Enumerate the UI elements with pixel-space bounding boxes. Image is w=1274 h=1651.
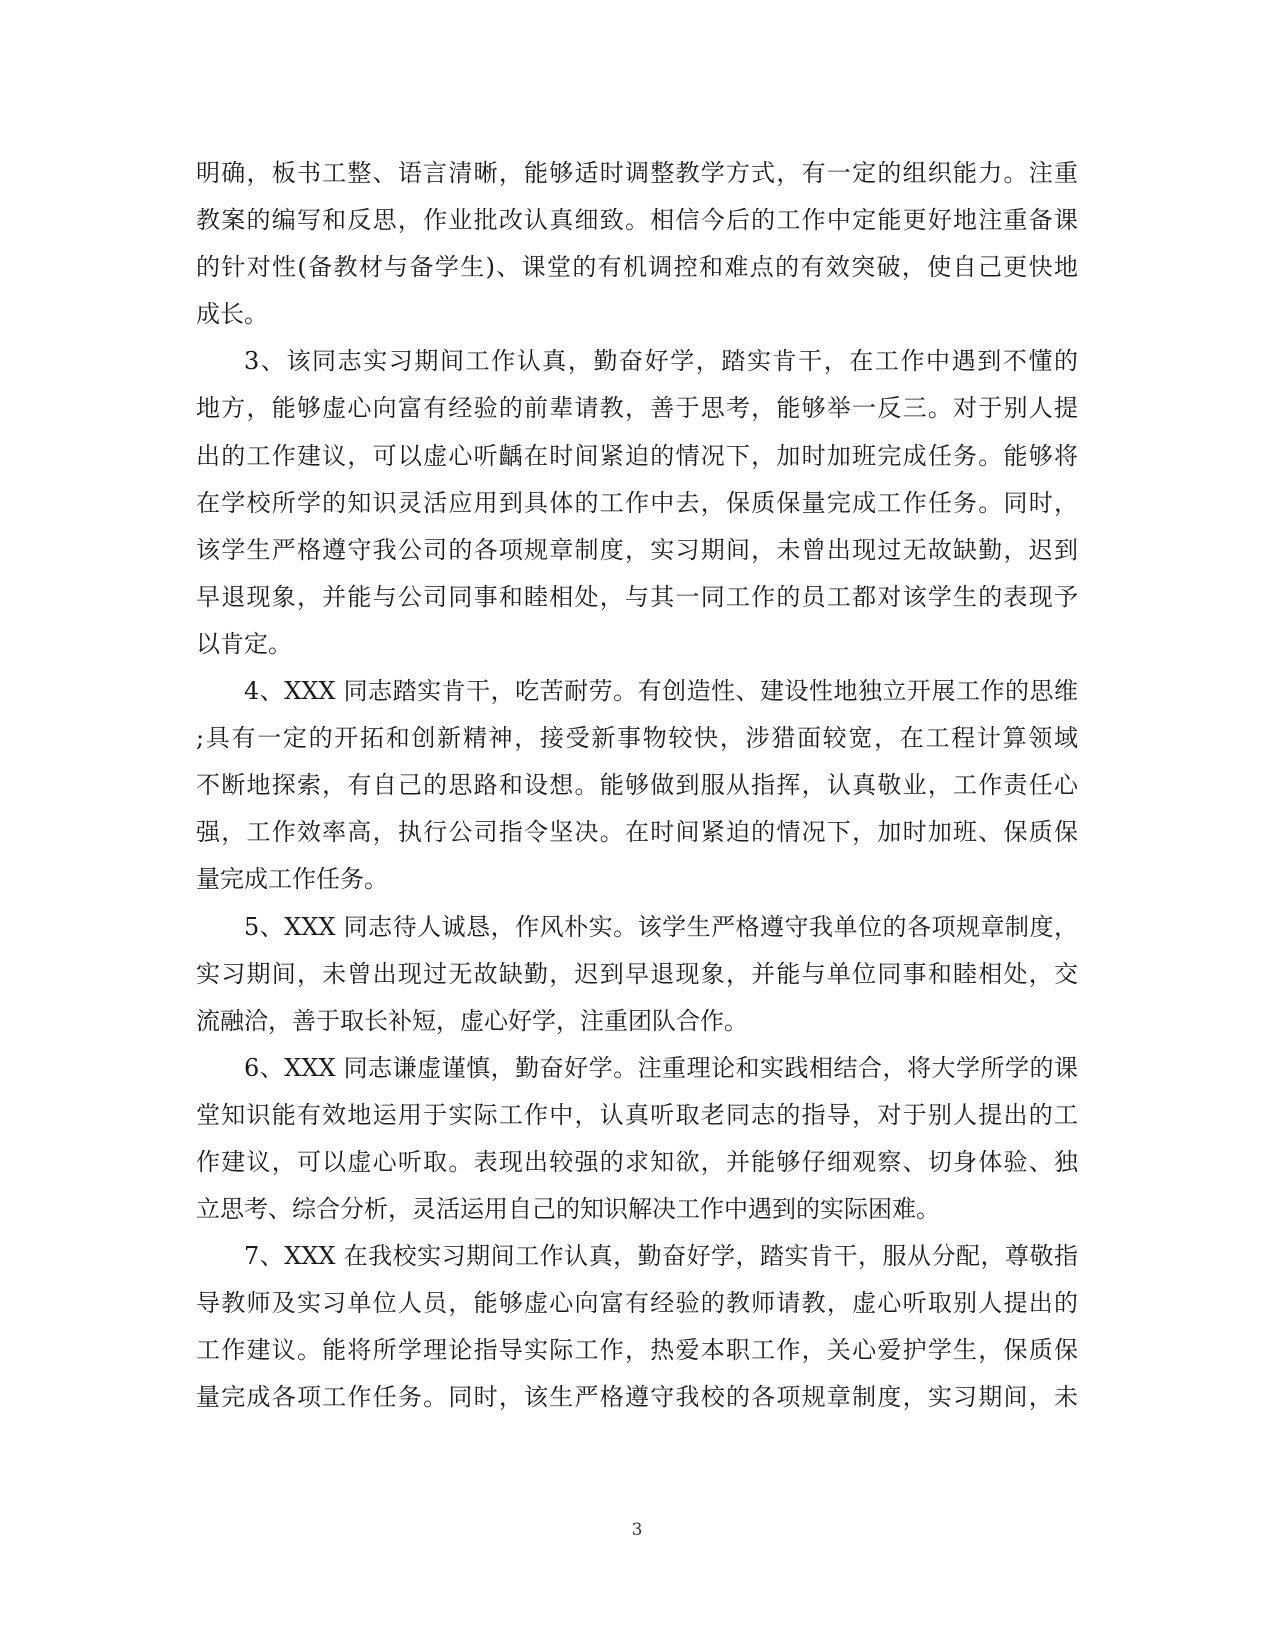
text-line: 流融洽，善于取长补短，虚心好学，注重团队合作。 [196, 1006, 748, 1035]
text-line: 5、XXX 同志待人诚恳，作风朴实。该学生严格遵守我单位的各项规章制度， [244, 912, 1078, 941]
body-text [196, 150, 1078, 1422]
text-line: 成长。 [196, 300, 268, 329]
text-line: 3、该同志实习期间工作认真，勤奋好学，踏实肯干，在工作中遇到不懂的 [244, 347, 1078, 376]
text-line: 立思考、综合分析，灵活运用自己的知识解决工作中遇到的实际困难。 [196, 1195, 940, 1224]
text-line: 该学生严格遵守我公司的各项规章制度，实习期间，未曾出现过无故缺勤，迟到 [196, 535, 1078, 564]
text-line: 的针对性(备教材与备学生)、课堂的有机调控和难点的有效突破，使自己更快地 [196, 253, 1078, 282]
text-line: 6、XXX 同志谦虚谨慎，勤奋好学。注重理论和实践相结合，将大学所学的课 [244, 1053, 1078, 1082]
text-line: 导教师及实习单位人员，能够虚心向富有经验的教师请教，虚心听取别人提出的 [196, 1289, 1078, 1318]
text-line: 4、XXX 同志踏实肯干，吃苦耐劳。有创造性、建设性地独立开展工作的思维 [244, 677, 1078, 706]
text-line: 实习期间，未曾出现过无故缺勤，迟到早退现象，并能与单位同事和睦相处，交 [196, 959, 1078, 988]
text-line: 量完成各项工作任务。同时，该生严格遵守我校的各项规章制度，实习期间，未 [196, 1383, 1078, 1412]
text-line: 早退现象，并能与公司同事和睦相处，与其一同工作的员工都对该学生的表现予 [196, 582, 1078, 611]
text-line: 工作建议。能将所学理论指导实际工作，热爱本职工作，关心爱护学生，保质保 [196, 1336, 1078, 1365]
text-line: 地方，能够虚心向富有经验的前辈请教，善于思考，能够举一反三。对于别人提 [196, 394, 1078, 423]
text-line: 在学校所学的知识灵活应用到具体的工作中去，保质保量完成工作任务。同时， [196, 488, 1078, 517]
text-line: 堂知识能有效地运用于实际工作中，认真听取老同志的指导，对于别人提出的工 [196, 1100, 1078, 1129]
text-line: 教案的编写和反思，作业批改认真细致。相信今后的工作中定能更好地注重备课 [196, 206, 1078, 235]
text-line: 量完成工作任务。 [196, 865, 388, 894]
page-number: 3 [631, 1520, 643, 1540]
text-line: 明确，板书工整、语言清晰，能够适时调整教学方式，有一定的组织能力。注重 [196, 159, 1078, 187]
text-line: 强，工作效率高，执行公司指令坚决。在时间紧迫的情况下，加时加班、保质保 [196, 818, 1078, 847]
text-line: 7、XXX 在我校实习期间工作认真，勤奋好学，踏实肯干，服从分配，尊敬指 [244, 1242, 1078, 1271]
text-line: 作建议，可以虚心听取。表现出较强的求知欲，并能够仔细观察、切身体验、独 [196, 1147, 1078, 1176]
text-line: 不断地探索，有自己的思路和设想。能够做到服从指挥，认真敬业，工作责任心 [196, 771, 1078, 800]
text-line: 出的工作建议，可以虚心听齲在时间紧迫的情况下，加时加班完成任务。能够将 [196, 441, 1078, 470]
text-line: ;具有一定的开拓和创新精神，接受新事物较快，涉猎面较宽，在工程计算领域 [196, 724, 1078, 753]
text-line: 以肯定。 [196, 629, 292, 658]
